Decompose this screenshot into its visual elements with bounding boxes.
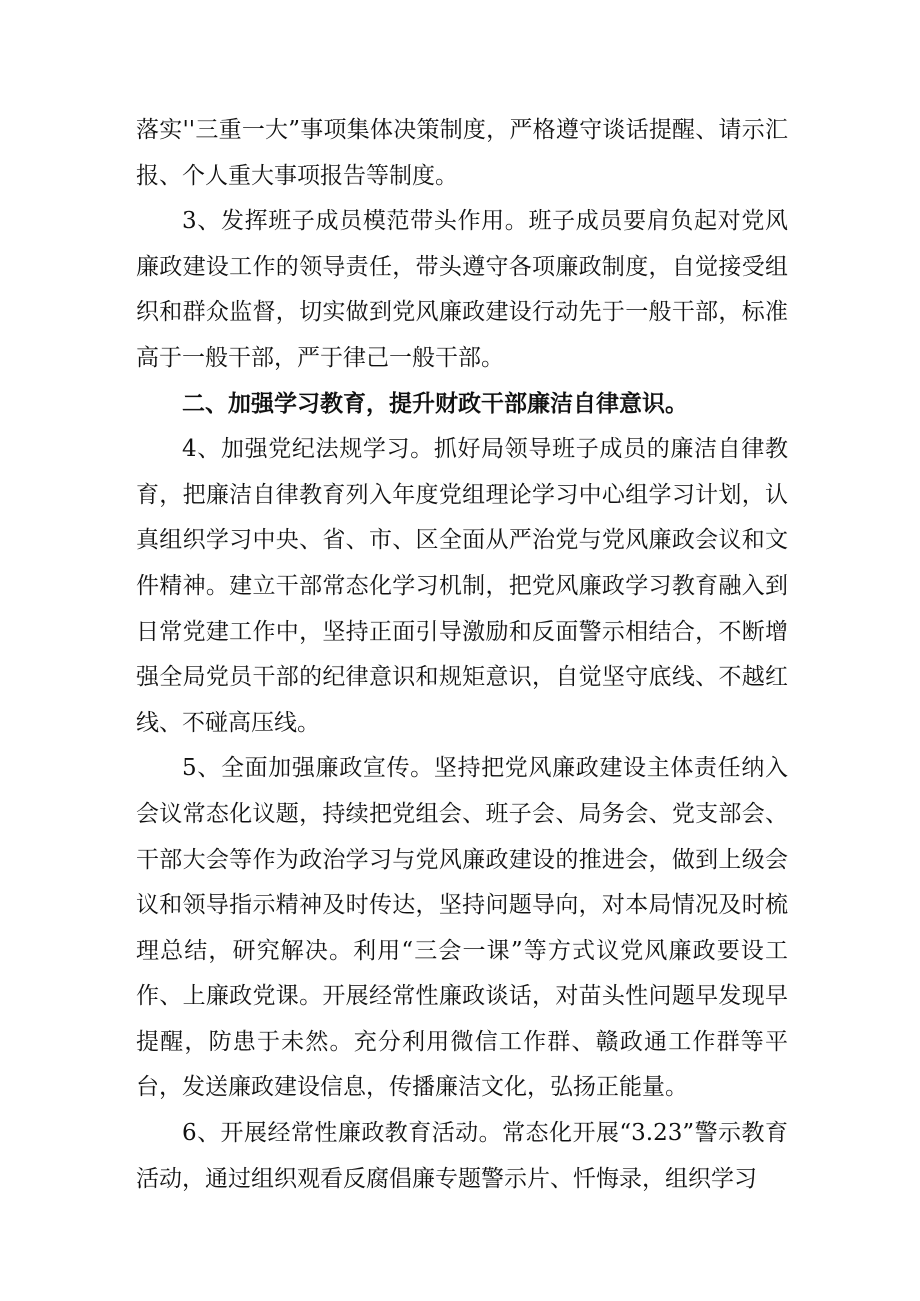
paragraph-item-5: 5、全面加强廉政宣传。坚持把党风廉政建设主体责任纳入会议常态化议题，持续把党组会、班子会、局务会、党支部会、干部大会等作为政治学习与党风廉政建设的推进会，做到上级会议和领导指示精神及时传达，坚持问题导向，对本局情况及时梳理总结，研究解决。利用“三会一课”等方式议党风廉政要设工作、上廉政党课。开展经常性廉政谈话，对苗头性问题早发现早提醒，防患于未然。充分利用微信工作群、赣政通工作群等平台，发送廉政建设信息，传播廉洁文化，弘扬正能量。 xyxy=(136,755,788,1101)
paragraph-item-6: 6、开展经常性廉政教育活动。常态化开展“3.23”警示教育活动，通过组织观看反腐倡廉专题警示片、忏悔录，组织学习 xyxy=(136,1120,788,1192)
paragraph-item-3: 3、发挥班子成员模范带头作用。班子成员要肩负起对党风廉政建设工作的领导责任，带头遵守各项廉政制度，自觉接受组织和群众监督，切实做到党风廉政建设行动先于一般干部，标准高于一般干部，严于律己一般干部。 xyxy=(136,208,788,371)
document-body xyxy=(136,108,788,1202)
paragraph-continuation: 落实''三重一大”事项集体决策制度，严格遵守谈话提醒、请示汇报、个人重大事项报告等制度。 xyxy=(136,117,788,189)
paragraph-item-4: 4、加强党纪法规学习。抓好局领导班子成员的廉洁自律教育，把廉洁自律教育列入年度党组理论学习中心组学习计划，认真组织学习中央、省、市、区全面从严治党与党风廉政会议和文件精神。建立干部常态化学习机制，把党风廉政学习教育融入到日常党建工作中，坚持正面引导激励和反面警示相结合，不断增强全局党员干部的纪律意识和规矩意识，自觉坚守底线、不越红线、不碰高压线。 xyxy=(136,436,788,736)
section-heading-2: 二、加强学习教育，提升财政干部廉洁自律意识。 xyxy=(182,390,688,417)
